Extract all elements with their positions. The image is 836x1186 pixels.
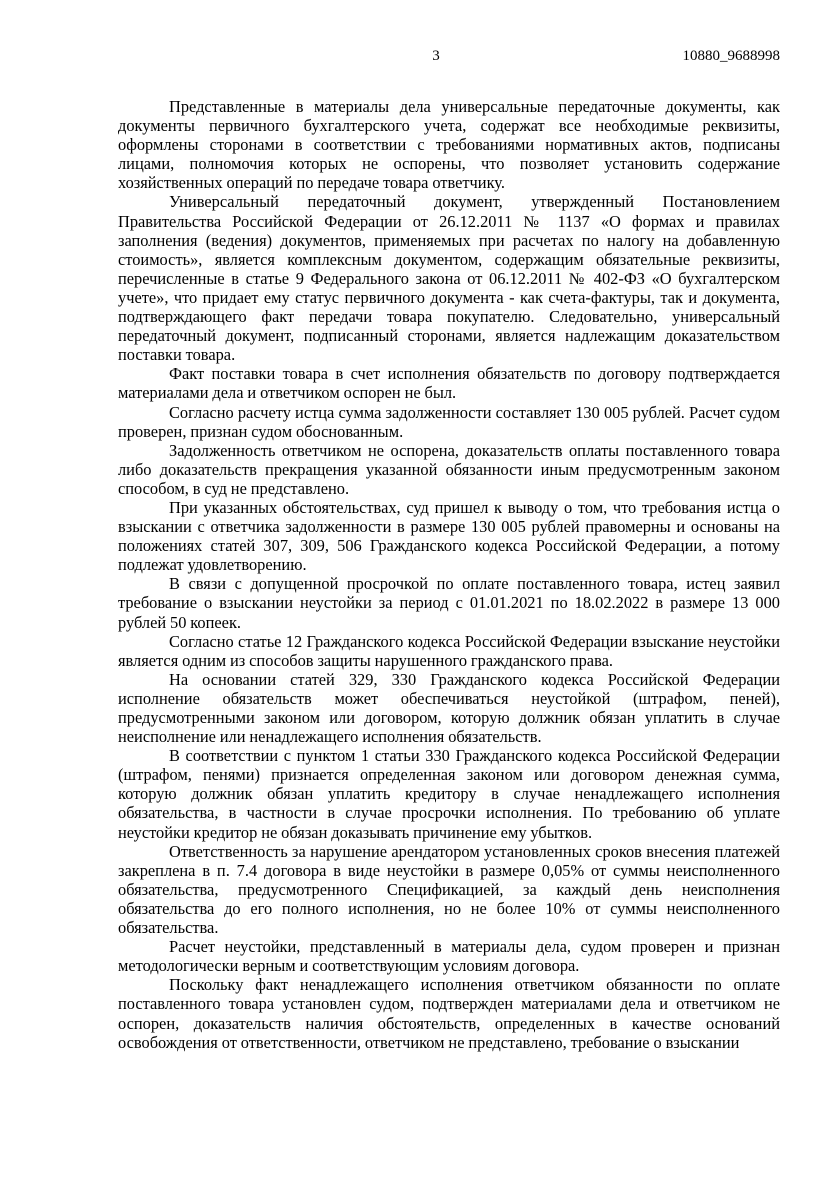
paragraph: В соответствии с пунктом 1 статьи 330 Гражданского кодекса Российской Федерации (штрафом, пенями) признается определенная законом или договором денежная сумма, которую должник обязан уплатить кредитору в случае ненадлежащего исполнения обязательства, в частности в случае просрочки исполнения. По требованию об уплате неустойки кредитор не обязан доказывать причинение ему убытков. [118,746,780,842]
paragraph: Представленные в материалы дела универсальные передаточные документы, как документы первичного бухгалтерского учета, содержат все необходимые реквизиты, оформлены сторонами в соответствии с требованиями нормативных актов, подписаны лицами, полномочия которых не оспорены, что позволяет установить содержание хозяйственных операций по передаче товара ответчику. [118,97,780,193]
paragraph: Факт поставки товара в счет исполнения обязательств по договору подтверждается материалами дела и ответчиком оспорен не был. [118,364,780,403]
paragraph: Поскольку факт ненадлежащего исполнения ответчиком обязанности по оплате поставленного товара установлен судом, подтвержден материалами дела и ответчиком не оспорен, доказательств наличия обстоятельств, определенных в качестве оснований освобождения от ответственности, ответчиком не представлено, требование о взыскании [118,975,780,1052]
paragraph: Расчет неустойки, представленный в материалы дела, судом проверен и признан методологически верным и соответствующим условиям договора. [118,937,780,976]
paragraph: Задолженность ответчиком не оспорена, доказательств оплаты поставленного товара либо доказательств прекращения указанной обязанности иным предусмотренным законом способом, в суд не представлено. [118,440,780,498]
document-body [118,97,780,1052]
paragraph: Согласно статье 12 Гражданского кодекса Российской Федерации взыскание неустойки является одним из способов защиты нарушенного гражданского права. [118,631,780,670]
paragraph: Универсальный передаточный документ, утвержденный Постановлением Правительства Российской Федерации от 26.12.2011 № 1137 «О формах и правилах заполнения (ведения) документов, применяемых при расчетах по налогу на добавленную стоимость», является комплексным документом, содержащим обязательные реквизиты, перечисленные в статье 9 Федерального закона от 06.12.2011 № 402-ФЗ «О бухгалтерском учете», что придает ему статус первичного документа - как счета-фактуры, так и документа, подтверждающего факт передачи товара покупателю. Следовательно, универсальный передаточный документ, подписанный сторонами, является надлежащим доказательством поставки товара. [118,192,780,365]
paragraph: На основании статей 329, 330 Гражданского кодекса Российской Федерации исполнение обязательств может обеспечиваться неустойкой (штрафом, пеней), предусмотренными законом или договором, которую должник обязан уплатить в случае неисполнение или ненадлежащего исполнения обязательств. [118,669,780,747]
paragraph: Ответственность за нарушение арендатором установленных сроков внесения платежей закреплена в п. 7.4 договора в виде неустойки в размере 0,05% от суммы неисполненного обязательства, предусмотренного Спецификацией, за каждый день неисполнения обязательства до его полного исполнения, но не более 10% от суммы неисполненного обязательства. [118,841,780,938]
page-number: 3 [432,48,440,64]
paragraph: В связи с допущенной просрочкой по оплате поставленного товара, истец заявил требование о взыскании неустойки за период с 01.01.2021 по 18.02.2022 в размере 13 000 рублей 50 копеек. [118,574,780,632]
document-id: 10880_9688998 [682,48,780,64]
paragraph: Согласно расчету истца сумма задолженности составляет 130 005 рублей. Расчет судом проверен, признан судом обоснованным. [118,402,780,441]
paragraph: При указанных обстоятельствах, суд пришел к выводу о том, что требования истца о взыскании с ответчика задолженности в размере 130 005 рублей правомерны и основаны на положениях статей 307, 309, 506 Гражданского кодекса Российской Федерации, а потому подлежат удовлетворению. [118,497,780,575]
